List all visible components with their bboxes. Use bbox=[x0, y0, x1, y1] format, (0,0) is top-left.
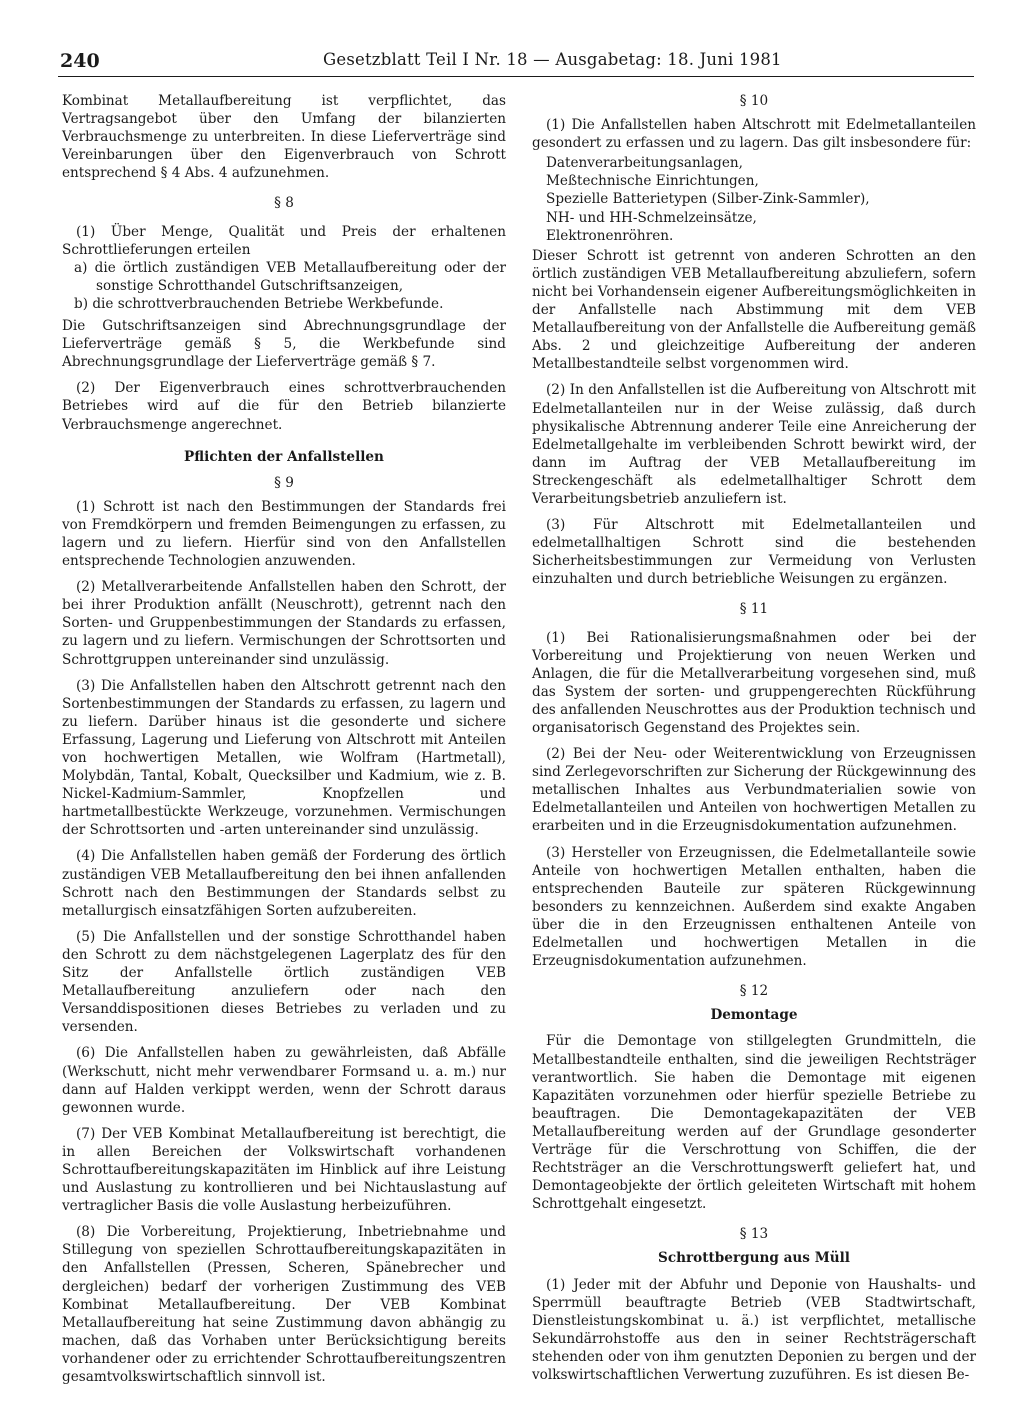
section-13-title: Schrottbergung aus Müll bbox=[658, 1250, 850, 1267]
section-9-paragraph-4: (4) Die Anfallstellen haben gemäß der Forderung des örtlich zuständigen VEB Metallaufbereitung den bei ihnen anfallenden Schrott nach den Bestimmungen der Standards selbst zu metallurgisch einsatzfähigen Sorten aufzubereiten. bbox=[62, 848, 506, 919]
section-12-paragraph-1: Für die Demontage von stillgelegten Grundmitteln, die Metallbestandteile enthalten, sind die jeweiligen Rechtsträger verantwortlich. Sie haben die Demontage mit eigenen Kapazitäten vorzunehmen oder hierfür spezielle Betriebe zu beauftragen. Die Demontagekapazitäten der VEB Metallaufbereitung werden auf der Grundlage gesonderter Verträge für die Verschrottung von Schiffen, die der Rechtsträger an die Verschrottungswerft geliefert hat, und Demontageobjekte der örtlich geleiteten Wirtschaft mit hohem Schrottgehalt eingesetzt. bbox=[532, 1033, 976, 1213]
section-8-paragraph-1-continued: Die Gutschriftsanzeigen sind Abrechnungsgrundlage der Lieferverträge gemäß § 5, die Werkbefunde sind Abrechnungsgrundlage der Lieferverträge gemäß § 7. bbox=[62, 318, 506, 371]
section-8-paragraph-1: (1) Über Menge, Qualität und Preis der erhaltenen Schrottlieferungen erteilen bbox=[62, 223, 506, 258]
section-10-heading: § 10 bbox=[739, 93, 769, 109]
list-item: Meßtechnische Einrichtungen, bbox=[546, 173, 759, 190]
section-9-paragraph-2: (2) Metallverarbeitende Anfallstellen haben den Schrott, der bei ihrer Produktion anfällt (Neuschrott), getrennt nach den Sorten- und Gruppenbestimmungen der Standards zu erfassen, zu lagern und zu liefern. Vermischungen der Schrottsorten und Schrottgruppen untereinander sind unzulässig. bbox=[62, 579, 506, 668]
right-column bbox=[532, 92, 976, 1392]
section-13-heading: § 13 bbox=[739, 1226, 769, 1243]
section-8-item-a: a) die örtlich zuständigen VEB Metallaufbereitung oder der sonstige Schrotthandel Gutschriftsanzeigen, bbox=[74, 259, 506, 294]
section-11-paragraph-1: (1) Bei Rationalisierungsmaßnahmen oder bei der Vorbereitung und Projektierung von neuen Werken und Anlagen, die für die Metallverarbeitung vorgesehen sind, muß das System der sorten- und gruppengerechten Rückführung des anfallenden Neuschrottes aus der Produktion technisch und organisatorisch Gegenstand des Projektes sein. bbox=[532, 629, 976, 736]
section-8-paragraph-2: (2) Der Eigenverbrauch eines schrottverbrauchenden Betriebes wird auf die für den Betrieb bilanzierte Verbrauchsmenge angerechnet. bbox=[62, 380, 506, 433]
page-header bbox=[58, 50, 974, 77]
section-9-paragraph-7: (7) Der VEB Kombinat Metallaufbereitung ist berechtigt, die in allen Bereichen der Volkswirtschaft vorhandenen Schrottaufbereitungskapazitäten im Hinblick auf ihre Leistung und Auslastung zu kontrollieren und bei Nichtauslastung auf vertraglicher Basis die volle Auslastung herbeizuführen. bbox=[62, 1125, 506, 1215]
section-10-paragraph-1-continued: Dieser Schrott ist getrennt von anderen Schrotten an den örtlich zuständigen VEB Metallaufbereitung abzuliefern, sofern nicht bei Vorhandensein eigener Aufbereitungsmöglichkeiten in der Anfallstelle nach Abstimmung mit dem VEB Metallaufbereitung von der Anfallstelle die Aufbereitung gemäß Abs. 2 und gleichzeitige Aufbereitung der anderen Metallbestandteile selbst vorgenommen wird. bbox=[532, 247, 976, 373]
section-10-paragraph-3: (3) Für Altschrott mit Edelmetallanteilen und edelmetallhaltigen Schrott sind die bestehenden Sicherheitsbestimmungen zur Vermeidung von Verlusten einzuhalten und durch betriebliche Weisungen zu ergänzen. bbox=[532, 517, 976, 588]
list-item: Elektronenröhren. bbox=[546, 227, 674, 244]
section-8-item-b: b) die schrottverbrauchenden Betriebe Werkbefunde. bbox=[74, 295, 444, 312]
section-10-list bbox=[546, 154, 976, 244]
section-9-paragraph-1: (1) Schrott ist nach den Bestimmungen der Standards frei von Fremdkörpern und fremden Beimengungen zu erfassen, zu lagern und zu liefern. Hierfür sind von den Anfallstellen entsprechende Technologien anzuwenden. bbox=[62, 498, 506, 570]
heading-pflichten: Pflichten der Anfallstellen bbox=[184, 448, 384, 465]
section-9-paragraph-8: (8) Die Vorbereitung, Projektierung, Inbetriebnahme und Stillegung von speziellen Schrottaufbereitungskapazitäten in den Anfallstellen (Pressen, Scheren, Spänebrecher und dergleichen) bedarf der vorherigen Zustimmung des VEB Kombinat Metallaufbereitung. Der VEB Kombinat Metallaufbereitung hat seine Zustimmung davon abhängig zu machen, daß das Vorhaben unter Berücksichtigung bereits vorhandener oder zu errichtender Schrottaufbereitungszentren gesamtvolkswirtschaftlich sinnvoll ist. bbox=[62, 1224, 506, 1385]
section-11-heading: § 11 bbox=[739, 601, 769, 618]
section-13-paragraph-1: (1) Jeder mit der Abfuhr und Deponie von Haushalts- und Sperrmüll beauftragte Betrieb (VEB Stadtwirtschaft, Dienstleistungskombinat u. ä.) ist verpflichtet, metallische Sekundärrohstoffe aus den in seiner Rechtsträgerschaft stehenden oder von ihm genutzten Deponien zu bergen und der volkswirtschaftlichen Verwertung zuzuführen. Es ist diesen Be- bbox=[532, 1276, 976, 1383]
section-9-heading: § 9 bbox=[274, 474, 294, 491]
section-11-paragraph-3: (3) Hersteller von Erzeugnissen, die Edelmetallanteile sowie Anteile von hochwertigen Metallen enthalten, haben die entsprechenden Bauteile zur späteren Rückgewinnung besonders zu kennzeichnen. Außerdem sind exakte Angaben über die in den Erzeugnissen enthaltenen Anteile von Edelmetallen und hochwertigen Metallen in die Erzeugnisdokumentation aufzunehmen. bbox=[532, 844, 976, 970]
section-9-paragraph-3: (3) Die Anfallstellen haben den Altschrott getrennt nach den Sortenbestimmungen der Standards zu erfassen, zu lagern und zu liefern. Darüber hinaus ist die gesonderte und sichere Erfassung, Lagerung und Lieferung von Altschrott mit Anteilen von hochwertigen Metallen, wie Wolfram (Hartmetall), Molybdän, Tantal, Kobalt, Quecksilber und Kadmium, wie z. B. Nickel-Kadmium-Sammler, Knopfzellen und hartmetallbestückte Werkzeuge, vorzunehmen. Vermischungen der Schrottsorten und -arten untereinander sind unzulässig. bbox=[62, 677, 506, 839]
list-item: Spezielle Batterietypen (Silber-Zink-Sammler), bbox=[546, 191, 870, 208]
section-12-heading: § 12 bbox=[739, 983, 769, 1000]
section-9-paragraph-6: (6) Die Anfallstellen haben zu gewährleisten, daß Abfälle (Werkschutt, nicht mehr verwendbarer Formsand u. a. m.) nur dann auf Halden verkippt werden, wenn der Schrott daraus gewonnen wurde. bbox=[62, 1045, 506, 1116]
section-8-heading: § 8 bbox=[274, 195, 294, 212]
section-9-paragraph-5: (5) Die Anfallstellen und der sonstige Schrotthandel haben den Schrott zu dem nächstgelegenen Lagerplatz des für den Sitz der Anfallstelle örtlich zuständigen VEB Metallaufbereitung anzuliefern oder nach den Versanddispositionen dieses Betriebes zu verladen und zu versenden. bbox=[62, 928, 506, 1036]
list-item: Datenverarbeitungsanlagen, bbox=[546, 155, 743, 172]
section-10-paragraph-1: (1) Die Anfallstellen haben Altschrott mit Edelmetallanteilen gesondert zu erfassen und zu lagern. Das gilt insbesondere für: bbox=[532, 117, 976, 152]
section-11-paragraph-2: (2) Bei der Neu- oder Weiterentwicklung von Erzeugnissen sind Zerlegevorschriften zur Sicherung der Rückgewinnung des metallischen Inhaltes aus Verbundmaterialien sowie von Edelmetallanteilen und Anteilen von hochwertigen Metallen zu erarbeiten und in die Erzeugnisdokumentation aufzunehmen. bbox=[532, 746, 976, 835]
intro-paragraph: Kombinat Metallaufbereitung ist verpflichtet, das Vertragsangebot über den Umfang der bilanzierten Verbrauchsmenge zu unterbreiten. In diese Lieferverträge sind Vereinbarungen über den Eigenverbrauch von Schrott entsprechend § 4 Abs. 4 aufzunehmen. bbox=[62, 93, 506, 182]
section-12-title: Demontage bbox=[710, 1007, 798, 1024]
list-item: NH- und HH-Schmelzeinsätze, bbox=[546, 209, 757, 226]
section-10-paragraph-2: (2) In den Anfallstellen ist die Aufbereitung von Altschrott mit Edelmetallanteilen nur in der Weise zulässig, daß durch physikalische Abtrennung anderer Teile eine Anreicherung der Edelmetallgehalte im verbleibenden Schrott bewirkt wird, der dann im Auftrag der VEB Metallaufbereitung im Streckengeschäft als edelmetallhaltiger Schrott dem Verarbeitungsbetrieb anzuliefern ist. bbox=[532, 382, 976, 507]
header-title: Gesetzblatt Teil I Nr. 18 — Ausgabetag: 18. Juni 1981 bbox=[323, 50, 782, 69]
page-number: 240 bbox=[60, 50, 100, 72]
left-column bbox=[62, 92, 506, 1394]
